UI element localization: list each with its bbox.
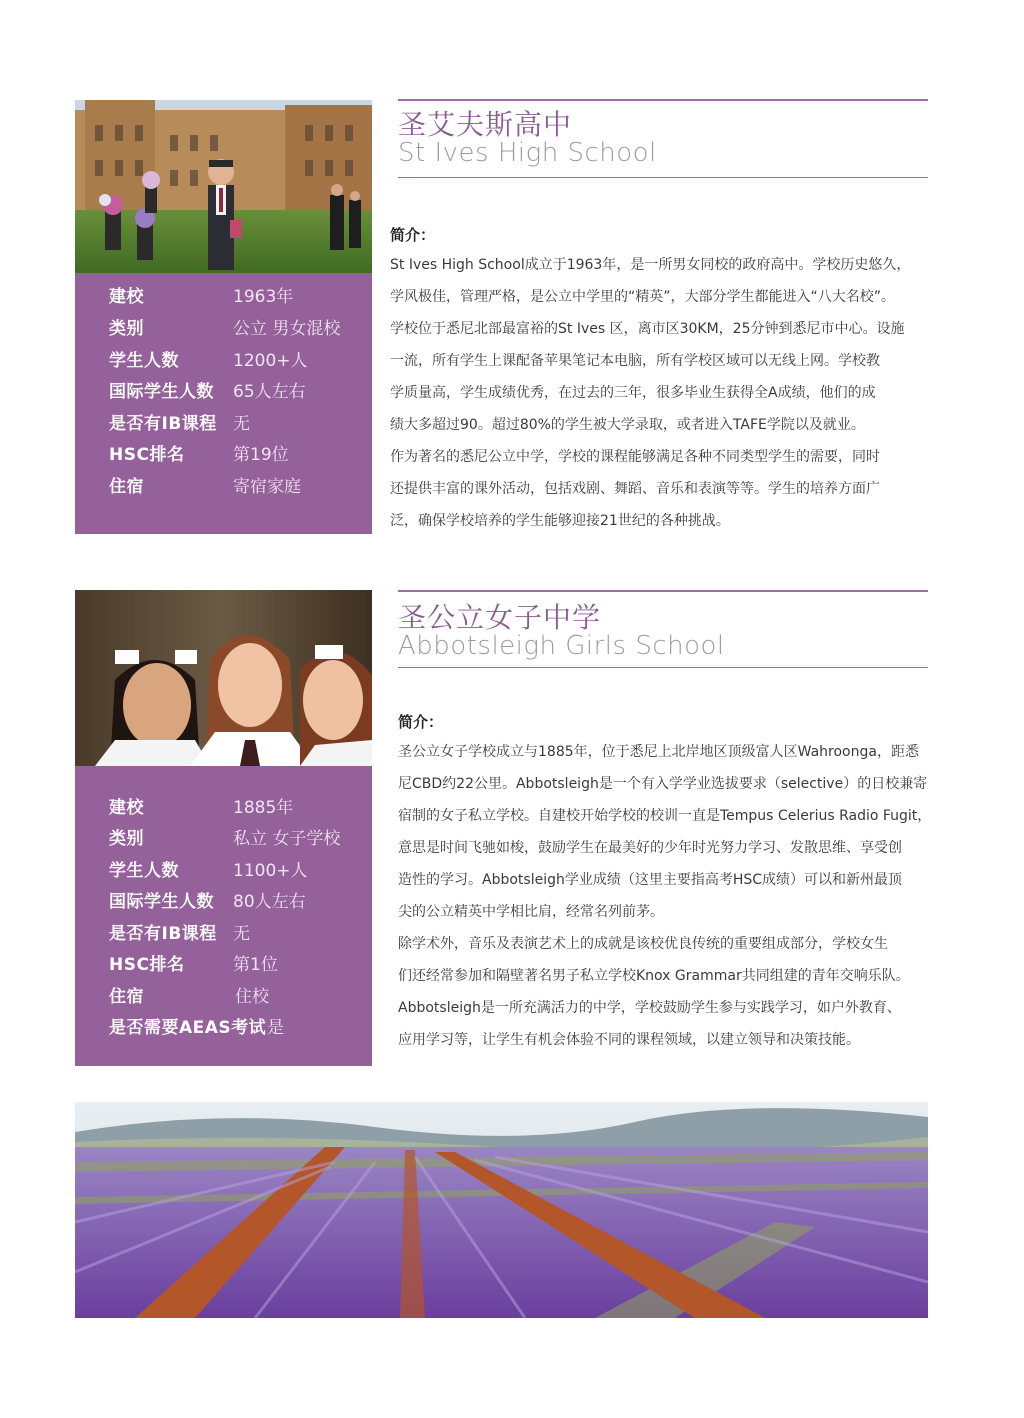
paragraph-line: 绩大多超过90。超过80%的学生被大学录取，或者进入TAFE学院以及就业。 xyxy=(390,417,865,433)
fact-row-hsc-rank xyxy=(75,951,372,979)
fact-value: 私立 女子学校 xyxy=(233,829,341,849)
paragraph-line: 学校位于悉尼北部最富裕的St Ives 区，离市区30KM，25分钟到悉尼市中心。设施 xyxy=(390,321,905,337)
fact-label: HSC排名 xyxy=(109,955,185,975)
paragraph-line: 们还经常参加和隔壁著名男子私立学校Knox Grammar共同组建的青年交响乐队。 xyxy=(398,968,910,984)
fact-value: 寄宿家庭 xyxy=(233,477,301,497)
fact-value: 80人左右 xyxy=(233,892,306,912)
lavender-field-banner xyxy=(75,1102,928,1318)
fact-row-students xyxy=(75,857,372,885)
school-2-intro-heading: 简介： xyxy=(398,713,444,731)
fact-value: 65人左右 xyxy=(233,382,306,402)
fact-label: HSC排名 xyxy=(109,445,185,465)
fact-value: 1963年 xyxy=(233,287,294,307)
paragraph-line: 宿制的女子私立学校。自建校开始学校的校训一直是Tempus Celerius Radio Fugit， xyxy=(398,808,932,824)
fact-row-founded xyxy=(75,794,372,822)
school-1-intro-heading: 简介： xyxy=(390,226,436,244)
fact-label: 是否有IB课程 xyxy=(109,924,217,944)
fact-value: 是 xyxy=(267,1018,284,1038)
paragraph-line: St Ives High School成立于1963年，是一所男女同校的政府高中。学校历史悠久， xyxy=(390,257,911,273)
paragraph-line: 一流，所有学生上课配备苹果笔记本电脑，所有学校区域可以无线上网。学校教 xyxy=(390,353,880,369)
fact-row-intl-students xyxy=(75,888,372,916)
school-2-title-en: Abbotsleigh Girls School xyxy=(398,631,725,661)
fact-label: 是否有IB课程 xyxy=(109,414,217,434)
fact-label: 建校 xyxy=(109,798,144,818)
fact-label: 建校 xyxy=(109,287,144,307)
paragraph-line: 学质量高，学生成绩优秀，在过去的三年，很多毕业生获得全A成绩，他们的成 xyxy=(390,385,876,401)
fact-label: 学生人数 xyxy=(109,861,179,881)
fact-value: 1885年 xyxy=(233,798,294,818)
fact-row-intl-students xyxy=(75,378,372,406)
paragraph-line: 作为著名的悉尼公立中学，学校的课程能够满足各种不同类型学生的需要，同时 xyxy=(390,449,880,465)
paragraph-line: 尼CBD约22公里。Abbotsleigh是一个有入学学业选拔要求（selective）的日校兼寄 xyxy=(398,776,928,792)
paragraph-line: 泛，确保学校培养的学生能够迎接21世纪的各种挑战。 xyxy=(390,513,730,529)
fact-value: 第1位 xyxy=(233,955,278,975)
school-1-title-cn: 圣艾夫斯高中 xyxy=(398,108,573,141)
fact-row-category xyxy=(75,825,372,853)
school-2-description xyxy=(398,736,930,1056)
fact-label: 类别 xyxy=(109,319,144,339)
fact-row-accommodation xyxy=(75,473,372,501)
fact-value: 第19位 xyxy=(233,445,289,465)
school-1-photo xyxy=(75,100,372,273)
school-1-facts-panel xyxy=(75,273,372,534)
fact-row-hsc-rank xyxy=(75,441,372,469)
fact-label: 国际学生人数 xyxy=(109,892,214,912)
fact-label: 类别 xyxy=(109,829,144,849)
school-2-facts-panel xyxy=(75,766,372,1066)
school-1-description xyxy=(390,249,930,537)
fact-label: 住宿 xyxy=(109,477,144,497)
paragraph-line: 尖的公立精英中学相比肩，经常名列前茅。 xyxy=(398,904,664,920)
fact-row-category xyxy=(75,315,372,343)
school-2-title-bottom-rule xyxy=(398,667,928,668)
fact-row-accommodation xyxy=(75,983,372,1011)
fact-label: 国际学生人数 xyxy=(109,382,214,402)
school-1-title-top-rule xyxy=(398,99,928,101)
fact-value: 无 xyxy=(233,924,250,944)
paragraph-line: 意思是时间飞驰如梭，鼓励学生在最美好的少年时光努力学习、发散思维、享受创 xyxy=(398,840,902,856)
school-2-photo xyxy=(75,590,372,766)
fact-label: 学生人数 xyxy=(109,351,179,371)
fact-value: 无 xyxy=(233,414,250,434)
school-2-title-cn: 圣公立女子中学 xyxy=(398,601,602,634)
fact-row-ib xyxy=(75,410,372,438)
paragraph-line: 还提供丰富的课外活动，包括戏剧、舞蹈、音乐和表演等等。学生的培养方面广 xyxy=(390,481,880,497)
fact-row-founded xyxy=(75,283,372,311)
paragraph-line: 学风极佳，管理严格，是公立中学里的“精英”，大部分学生都能进入“八大名校”。 xyxy=(390,289,896,305)
fact-label: 是否需要AEAS考试 xyxy=(109,1018,267,1038)
fact-row-students xyxy=(75,347,372,375)
paragraph-line: Abbotsleigh是一所充满活力的中学，学校鼓励学生参与实践学习，如户外教育、 xyxy=(398,1000,901,1016)
fact-label: 住宿 xyxy=(109,987,144,1007)
fact-value: 住校 xyxy=(235,987,269,1007)
fact-row-ib xyxy=(75,920,372,948)
fact-value: 1200+人 xyxy=(233,351,308,371)
fact-value: 1100+人 xyxy=(233,861,308,881)
paragraph-line: 圣公立女子学校成立与1885年，位于悉尼上北岸地区顶级富人区Wahroonga，距悉 xyxy=(398,744,919,760)
school-1-title-en: St Ives High School xyxy=(398,138,657,168)
paragraph-line: 造性的学习。Abbotsleigh学业成绩（这里主要指高考HSC成绩）可以和新州最顶 xyxy=(398,872,903,888)
fact-row-aeas xyxy=(75,1014,372,1042)
fact-value: 公立 男女混校 xyxy=(233,319,341,339)
school-2-title-top-rule xyxy=(398,590,928,592)
paragraph-line: 应用学习等，让学生有机会体验不同的课程领域，以建立领导和决策技能。 xyxy=(398,1032,860,1048)
paragraph-line: 除学术外，音乐及表演艺术上的成就是该校优良传统的重要组成部分，学校女生 xyxy=(398,936,888,952)
school-1-title-bottom-rule xyxy=(398,177,928,178)
